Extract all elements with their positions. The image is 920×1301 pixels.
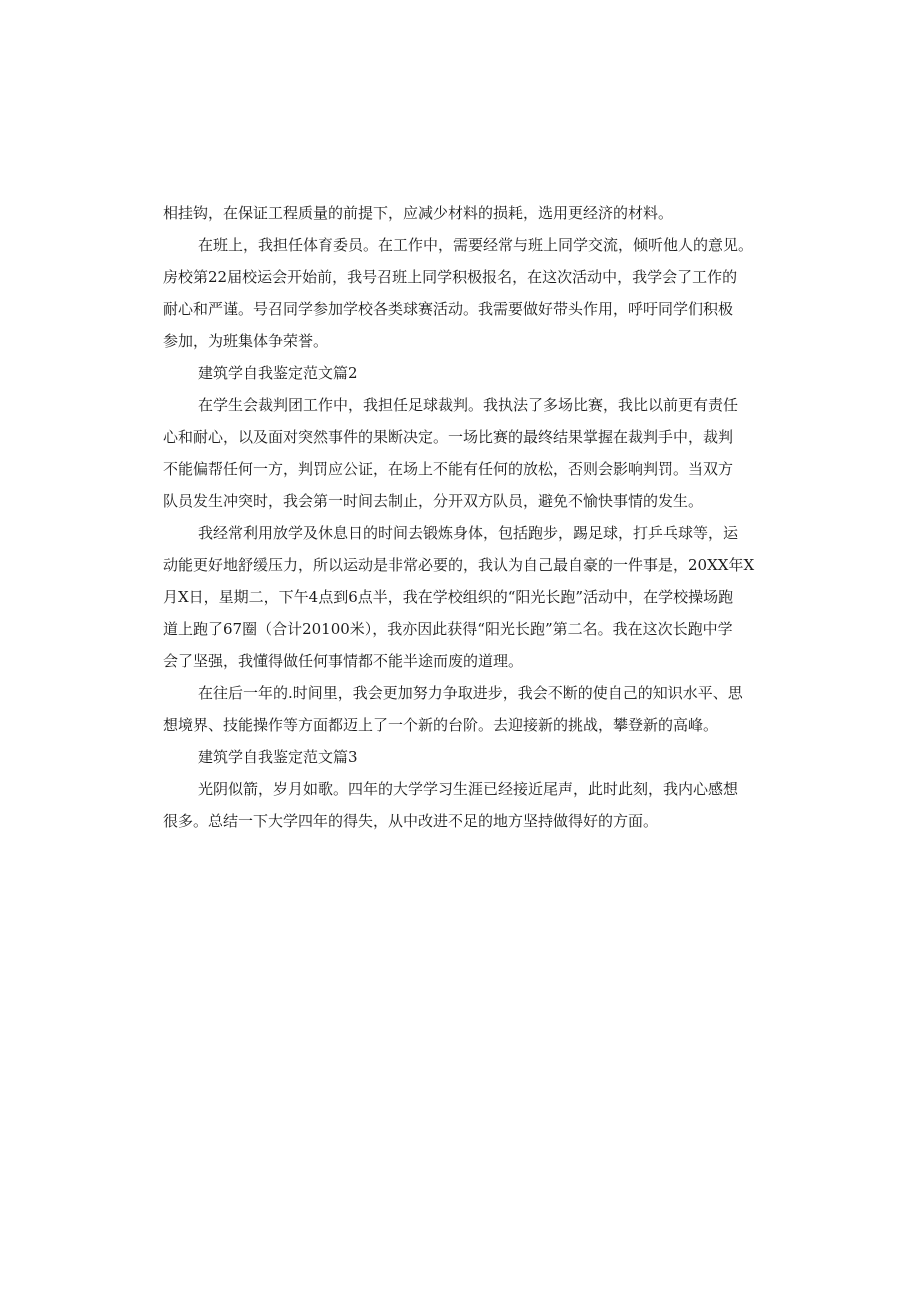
paragraph-line: 动能更好地舒缓压力，所以运动是非常必要的，我认为自己最自豪的一件事是，20XX年X [163,556,755,574]
section-heading: 建筑学自我鉴定范文篇3 [198,748,358,766]
paragraph-line: 会了坚强，我懂得做任何事情都不能半途而废的道理。 [163,652,524,670]
paragraph-line: 不能偏帮任何一方，判罚应公证，在场上不能有任何的放松，否则会影响判罚。当双方 [163,460,734,478]
paragraph-line: 队员发生冲突时，我会第一时间去制止，分开双方队员，避免不愉快事情的发生。 [163,492,704,510]
paragraph-line: 光阴似箭，岁月如歌。四年的大学学习生涯已经接近尾声，此时此刻，我内心感想 [198,780,739,798]
paragraph-line: 想境界、技能操作等方面都迈上了一个新的台阶。去迎接新的挑战，攀登新的高峰。 [163,716,719,734]
paragraph-line: 我经常利用放学及休息日的时间去锻炼身体，包括跑步，踢足球，打乒乓球等，运 [198,524,739,542]
paragraph-line: 房校第22届校运会开始前，我号召班上同学积极报名，在这次活动中，我学会了工作的 [163,268,738,286]
paragraph-line: 参加，为班集体争荣誉。 [163,332,329,350]
paragraph-line: 在往后一年的.时间里，我会更加努力争取进步，我会不断的使自己的知识水平、思 [198,684,743,702]
paragraph-line: 耐心和严谨。号召同学参加学校各类球赛活动。我需要做好带头作用，呼吁同学们积极 [163,300,734,318]
paragraph-line: 很多。总结一下大学四年的得失，从中改进不足的地方坚持做得好的方面。 [163,812,659,830]
paragraph-line: 相挂钩，在保证工程质量的前提下，应减少材料的损耗，选用更经济的材料。 [163,204,674,222]
paragraph-line: 道上跑了67圈（合计20100米），我亦因此获得“阳光长跑”第二名。我在这次长跑中学 [163,620,733,638]
paragraph-line: 在班上，我担任体育委员。在工作中，需要经常与班上同学交流，倾听他人的意见。 [198,236,754,254]
section-heading: 建筑学自我鉴定范文篇2 [198,364,358,382]
paragraph-line: 心和耐心，以及面对突然事件的果断决定。一场比赛的最终结果掌握在裁判手中，裁判 [163,428,734,446]
paragraph-line: 月X日，星期二，下午4点到6点半，我在学校组织的“阳光长跑”活动中，在学校操场跑 [163,588,734,606]
paragraph-line: 在学生会裁判团工作中，我担任足球裁判。我执法了多场比赛，我比以前更有责任 [198,396,739,414]
